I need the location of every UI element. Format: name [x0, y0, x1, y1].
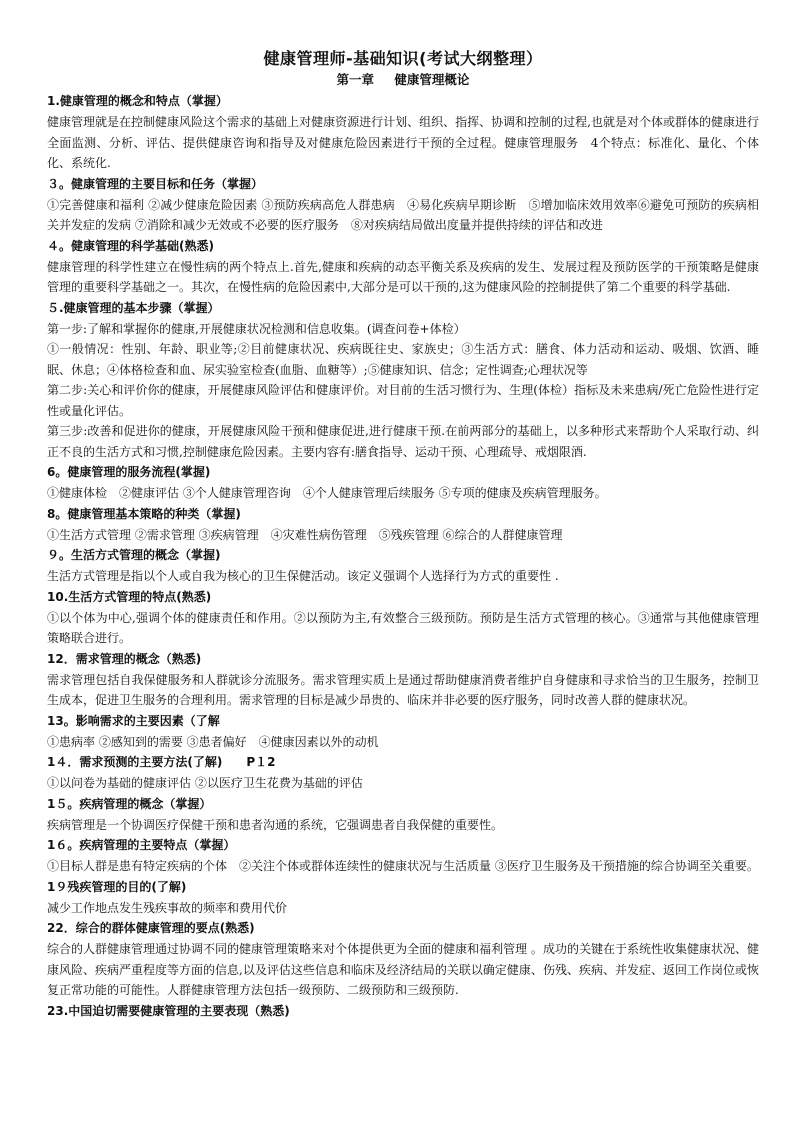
document-title: 健康管理师-基础知识(考试大纲整理）	[263, 49, 543, 68]
section-heading: ９。生活方式管理的概念（掌握)	[47, 548, 221, 562]
chapter-number: 第一章	[336, 72, 375, 87]
section-paragraph: ①健康体检 ②健康评估 ③个人健康管理咨询 ④个人健康管理后续服务 ⑤专项的健康及疾病管理服务。	[47, 486, 607, 500]
section-paragraph: ①生活方式管理 ②需求管理 ③疾病管理 ④灾难性病伤管理 ⑤残疾管理 ⑥综合的人群健康管理	[47, 527, 563, 542]
section-4	[47, 236, 759, 298]
section-heading: 13。影响需求的主要因素（了解	[47, 713, 220, 728]
section-heading: 6。健康管理的服务流程(掌握)	[47, 465, 211, 479]
section-paragraph: 需求管理包括自我保健服务和人群就诊分流服务。需求管理实质上是通过帮助健康消费者维护自身健康和寻求恰当的卫生服务，控制卫生成本，促进卫生服务的合理利用。需求管理的目标是减少昂贵的、临床并非必要的医疗服务，同时改善人群的健康状况。	[47, 672, 759, 707]
document-page	[47, 0, 759, 1022]
section-heading: 1.健康管理的概念和特点（掌握）	[47, 94, 228, 108]
section-12	[47, 649, 759, 711]
section-6	[47, 462, 759, 504]
section-paragraph: 第一步:了解和掌握你的健康,开展健康状况检测和信息收集。(调查问卷+体检）	[47, 321, 466, 336]
section-paragraph: 健康管理的科学性建立在慢性病的两个特点上.首先,健康和疾病的动态平衡关系及疾病的发生、发展过程及预防医学的干预策略是健康管理的重要科学基础之一。其次，在慢性病的危险因素中,大部分是可以干预的,这为健康风险的控制提供了第二个重要的科学基础.	[47, 259, 759, 294]
section-heading: 8。健康管理基本策略的种类（掌握)	[47, 506, 241, 521]
section-paragraph: 生活方式管理是指以个人或自我为核心的卫生保健活动。该定义强调个人选择行为方式的重要性 .	[47, 569, 559, 583]
chapter-heading	[47, 70, 759, 90]
section-heading: 23.中国迫切需要健康管理的主要表现（熟悉)	[47, 1003, 290, 1018]
section-3	[47, 174, 759, 236]
section-paragraph: ①一般情况：性别、年龄、职业等;②目前健康状况、疾病既往史、家族史；③生活方式：膳食、体力活动和运动、吸烟、饮酒、睡眠、休息；④体格检查和血、尿实验室检查(血脂、血糖等）;⑤健康知识、信念；定性调查;心理状况等	[47, 342, 759, 377]
section-paragraph: ①目标人群是患有特定疾病的个体 ②关注个体或群体连续性的健康状况与生活质量 ③医疗卫生服务及干预措施的综合协调至关重要。	[47, 859, 759, 873]
section-paragraph: ①以问卷为基础的健康评估 ②以医疗卫生花费为基础的评估	[47, 776, 363, 790]
section-heading: ４。健康管理的科学基础(熟悉)	[47, 238, 214, 253]
section-paragraph: ①患病率 ②感知到的需要 ③患者偏好 ④健康因素以外的动机	[47, 734, 379, 749]
section-heading: 1５。疾病管理的概念（掌握）	[47, 796, 212, 811]
section-19	[47, 877, 759, 919]
section-16	[47, 835, 759, 877]
section-heading: 12．需求管理的概念（熟悉)	[47, 651, 202, 666]
section-13	[47, 711, 759, 753]
section-heading: 22．综合的群体健康管理的要点(熟悉)	[47, 921, 255, 935]
section-heading: 10.生活方式管理的特点(熟悉)	[47, 589, 212, 604]
section-paragraph: ①以个体为中心,强调个体的健康责任和作用。②以预防为主,有效整合三级预防。预防是生活方式管理的核心。③通常与其他健康管理策略联合进行。	[47, 610, 759, 645]
section-paragraph: 疾病管理是一个协调医疗保健干预和患者沟通的系统，它强调患者自我保健的重要性。	[47, 817, 504, 832]
section-paragraph: ①完善健康和福利 ②减少健康危险因素 ③预防疾病高危人群患病 ④易化疾病早期诊断 ⑤增加临床效用效率⑥避免可预防的疾病相关并发症的发病 ⑦消除和减少无效或不必要的医疗服务 ⑧对疾病结局做出度量并提供持续的评估和改进	[47, 197, 759, 232]
section-paragraph: 综合的人群健康管理通过协调不同的健康管理策略来对个体提供更为全面的健康和福利管理 。成功的关键在于系统性收集健康状况、健康风险、疾病严重程度等方面的信息,以及评估这些信息和临床及经济结局的关联以确定健康、伤残、疾病、并发症、返回工作岗位或恢复正常功能的可能性。人群健康管理方法包括一级预防、二级预防和三级预防.	[47, 942, 759, 997]
section-10	[47, 587, 759, 649]
section-heading: 1４．需求预测的主要方法(了解) P１2	[47, 755, 276, 769]
section-heading: 1９残疾管理的目的(了解)	[47, 879, 187, 894]
section-15	[47, 794, 759, 836]
section-paragraph: 第三步:改善和促进你的健康，开展健康风险干预和健康促进,进行健康干预.在前两部分的基础上，以多种形式来帮助个人采取行动、纠正不良的生活方式和习惯,控制健康危险因素。主要内容有:膳食指导、运动干预、心理疏导、戒烟限酒.	[47, 424, 759, 459]
section-22	[47, 918, 759, 1001]
section-heading: ５.健康管理的基本步骤（掌握）	[47, 300, 220, 315]
section-8	[47, 504, 759, 546]
section-heading: ３。健康管理的主要目标和任务（掌握）	[47, 176, 264, 191]
section-paragraph: 减少工作地点发生残疾事故的频率和费用代价	[47, 900, 288, 915]
section-9	[47, 545, 759, 587]
chapter-name: 健康管理概论	[394, 72, 470, 87]
section-paragraph: 第二步:关心和评价你的健康，开展健康风险评估和健康评价。对目前的生活习惯行为、生理(体检）指标及未来患病/死亡危险性进行定性或量化评估。	[47, 383, 759, 418]
section-heading: 1６。疾病管理的主要特点（掌握）	[47, 838, 236, 852]
section-23	[47, 1001, 759, 1022]
section-1	[47, 91, 759, 174]
section-5	[47, 298, 759, 463]
section-14	[47, 752, 759, 794]
section-paragraph: 健康管理就是在控制健康风险这个需求的基础上对健康资源进行计划、组织、指挥、协调和控制的过程,也就是对个体或群体的健康进行全面监测、分析、评估、提供健康咨询和指导及对健康危险因素进行干预的全过程。健康管理服务 4个特点：标准化、量化、个体化、系统化.	[47, 115, 759, 170]
